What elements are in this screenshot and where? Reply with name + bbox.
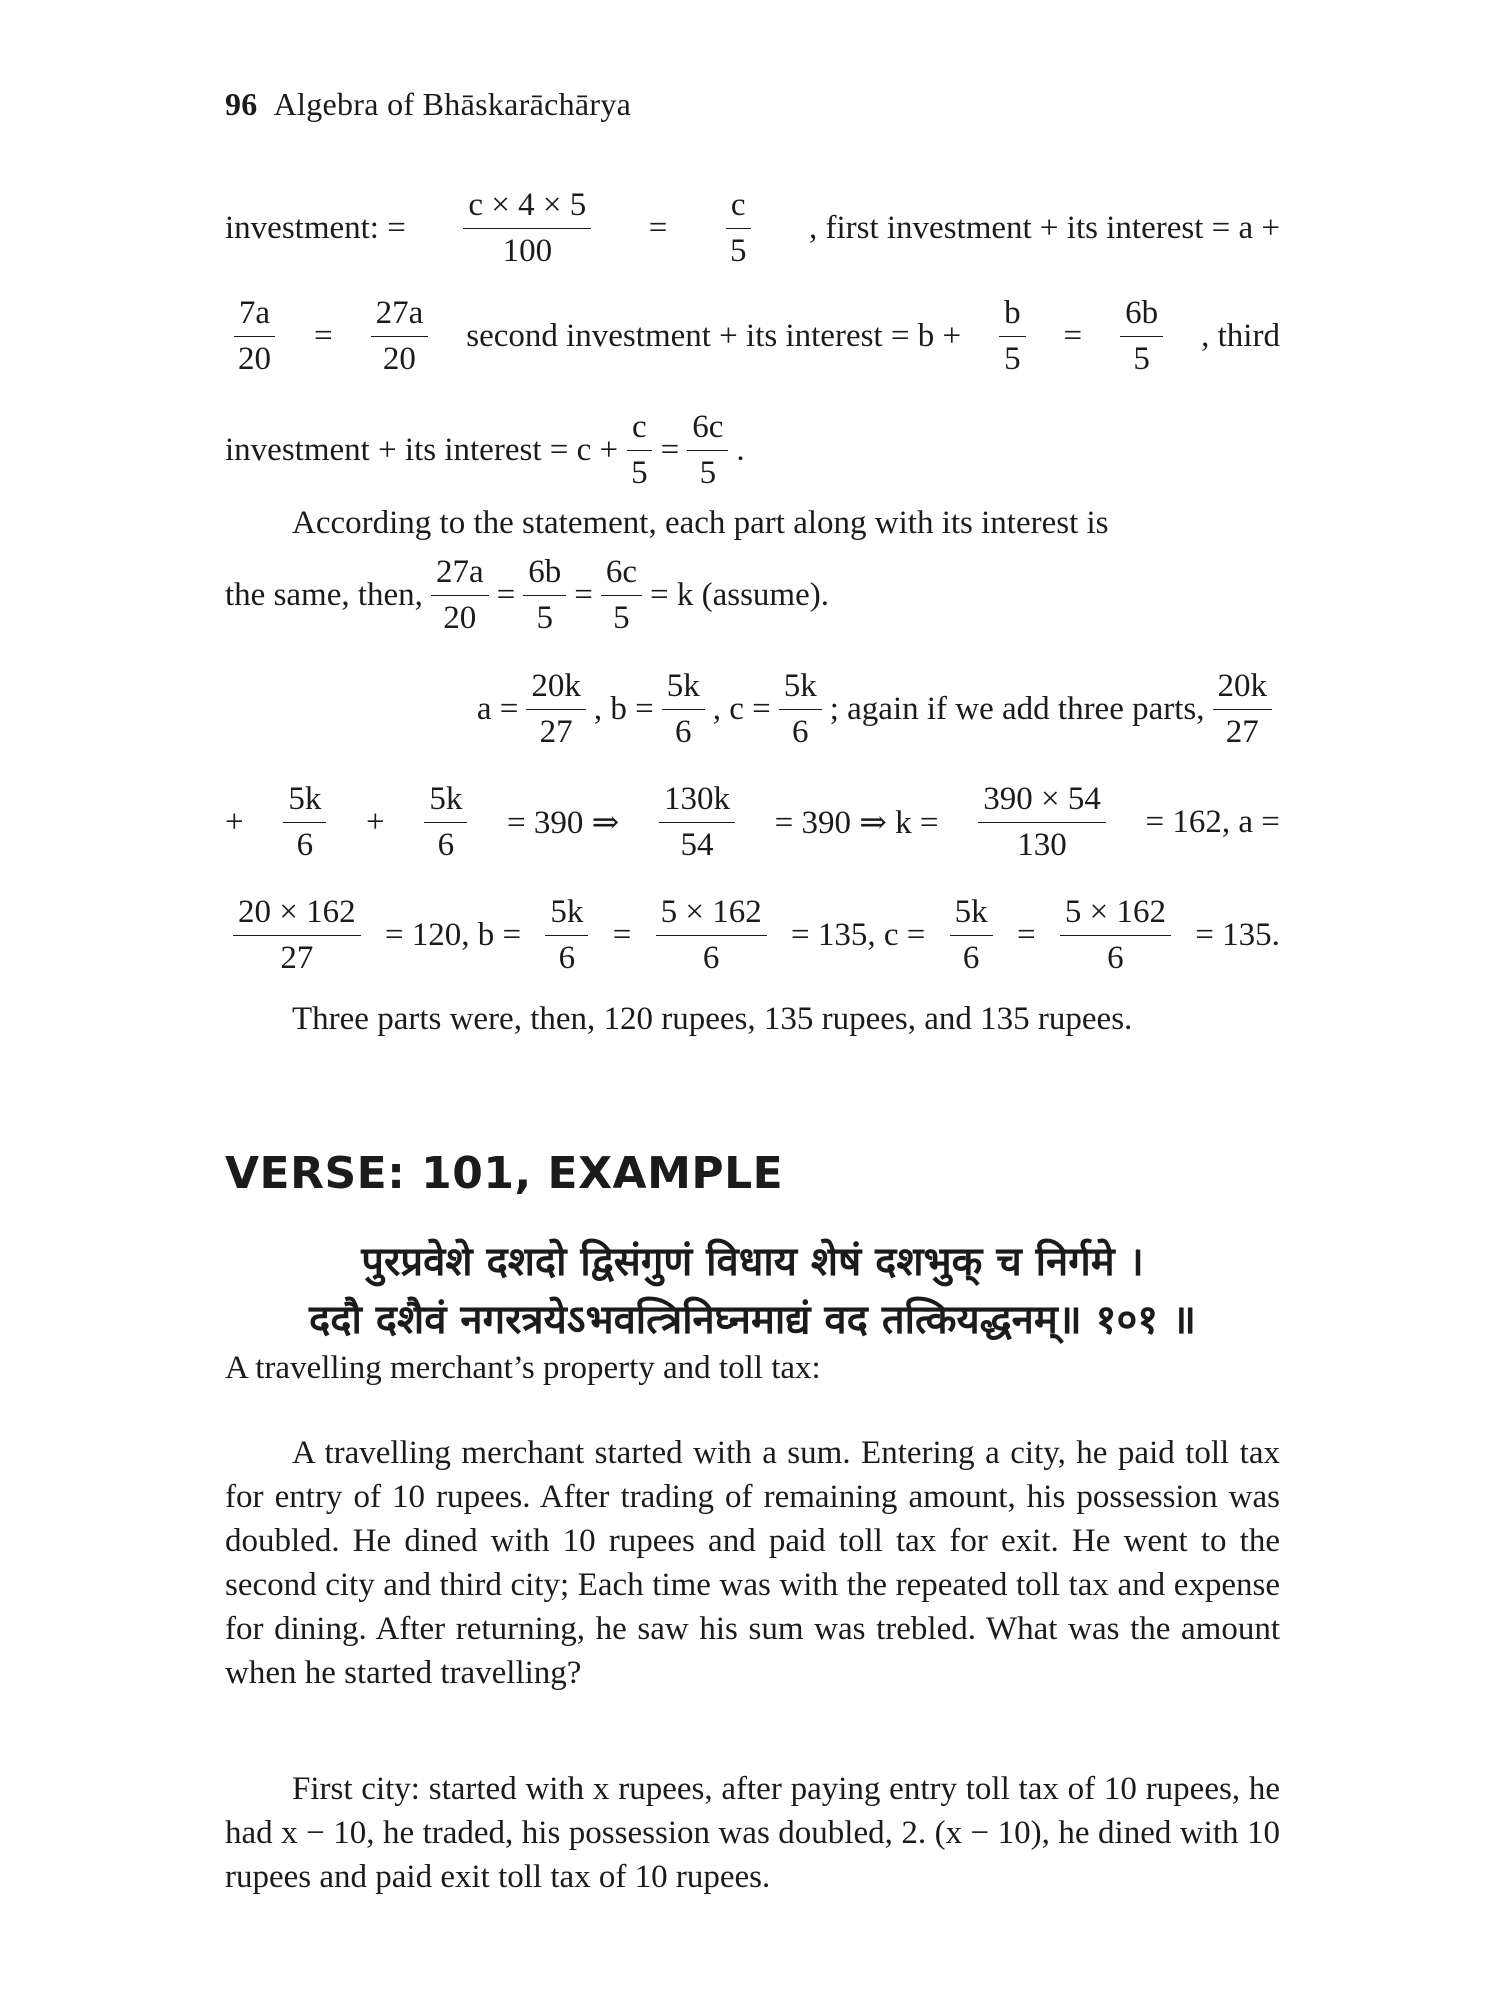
section-heading: VERSE: 101, EXAMPLE (225, 1148, 784, 1199)
equation-line-1: investment: = $\frac{c \times 4 \times 5}{100}$ = $\frac{c}{5}$ , first investment + its interest = a + (225, 186, 1280, 269)
fraction: $\frac{6c}{5}$ (601, 556, 642, 635)
sanskrit-verse-line-2: ददौ दशैवं नगरत्रयेऽभवत्त्रिनिघ्नमाद्यं वद तत्कियद्धनम्॥ १०१ ॥ (309, 1297, 1196, 1343)
fraction: $\frac{5k}{6}$ (662, 670, 705, 749)
equation-text: investment: = (225, 209, 406, 246)
fraction: $\frac{20 \times 162}{27}$ (233, 896, 361, 975)
paragraph: According to the statement, each part along with its interest is (292, 505, 1109, 541)
fraction: $\frac{20k}{27}$ (1213, 670, 1273, 749)
fraction: $\frac{b}{5}$ (999, 297, 1026, 376)
fraction: $\frac{5 \times 162}{6}$ (656, 896, 767, 975)
equation-line-5: a = $\frac{20k}{27}$ , b = $\frac{5k}{6}$ , c = $\frac{5k}{6}$ ; again if we add three parts, $\frac{20k}{27}$ (225, 677, 1280, 741)
equation-line-3: investment + its interest = c + $\frac{c}{5}$ = $\frac{6c}{5}$ . (225, 408, 745, 491)
fraction: $\frac{130k}{54}$ (659, 783, 735, 862)
paragraph: A travelling merchant started with a sum. Entering a city, he paid toll tax for entry of 10 rupees. After trading of remaining amount, his possession was doubled. He dined with 10 rupees and paid toll tax for exit. He went to the second city and third city; Each time was with the repeated toll tax and expense for dining. After returning, he saw his sum was trebled. What was the amount when he started travelling? (225, 1435, 1280, 1691)
fraction: $\frac{390 \times 54}{130}$ (978, 783, 1106, 862)
paragraph: Three parts were, then, 120 rupees, 135 rupees, and 135 rupees. (292, 1001, 1133, 1037)
running-header (225, 86, 631, 123)
equation-line-4: the same, then, $\frac{27a}{20}$ = $\frac{6b}{5}$ = $\frac{6c}{5}$ = k (assume). (225, 553, 829, 636)
fraction: $\frac{6b}{5}$ (523, 556, 566, 635)
fraction: $\frac{c}{5}$ (626, 411, 653, 490)
equation-line-2: $\frac{7a}{20}$ = $\frac{27a}{20}$ second investment + its interest = b + $\frac{b}{5}$ = $\frac{6b}{5}$ , third (225, 304, 1280, 368)
fraction: $\frac{7a}{20}$ (233, 297, 276, 376)
fraction: $\frac{27a}{20}$ (431, 556, 489, 635)
fraction: $\frac{6c}{5}$ (687, 411, 728, 490)
fraction: $\frac{c}{5}$ (725, 189, 752, 268)
fraction: $\frac{5k}{6}$ (424, 783, 467, 862)
fraction: $\frac{27a}{20}$ (371, 297, 429, 376)
fraction: $\frac{5k}{6}$ (283, 783, 326, 862)
verse-subtitle: A travelling merchant’s property and toll tax: (225, 1350, 821, 1386)
book-title: Algebra of Bhāskarāchārya (273, 86, 632, 122)
page-number: 96 (225, 86, 258, 122)
equation-line-7: $\frac{20 \times 162}{27}$ = 120, b = $\frac{5k}{6}$ = $\frac{5 \times 162}{6}$ = 135, c = $\frac{5k}{6}$ = $\frac{5 \times 162}{6}$ = 135. (225, 903, 1280, 967)
fraction: $\frac{5k}{6}$ (779, 670, 822, 749)
equation-line-6: + $\frac{5k}{6}$ + $\frac{5k}{6}$ = 390 ⇒ $\frac{130k}{54}$ = 390 ⇒ k = $\frac{390 \times 54}{130}$ = 162, a = (225, 780, 1280, 863)
fraction: $\frac{c \times 4 \times 5}{100}$ (463, 189, 591, 268)
fraction: $\frac{20k}{27}$ (526, 670, 586, 749)
sanskrit-verse-line-1: पुरप्रवेशे दशदो द्विसंगुणं विधाय शेषं दशभुक् च निर्गमे । (361, 1239, 1144, 1285)
fraction: $\frac{6b}{5}$ (1120, 297, 1163, 376)
fraction: $\frac{5k}{6}$ (545, 896, 588, 975)
fraction: $\frac{5k}{6}$ (950, 896, 993, 975)
fraction: $\frac{5 \times 162}{6}$ (1060, 896, 1171, 975)
paragraph: First city: started with x rupees, after paying entry toll tax of 10 rupees, he had x − 10, he traded, his possession was doubled, 2. (x − 10), he dined with 10 rupees and paid exit toll tax of 10 rupees. (225, 1771, 1280, 1895)
